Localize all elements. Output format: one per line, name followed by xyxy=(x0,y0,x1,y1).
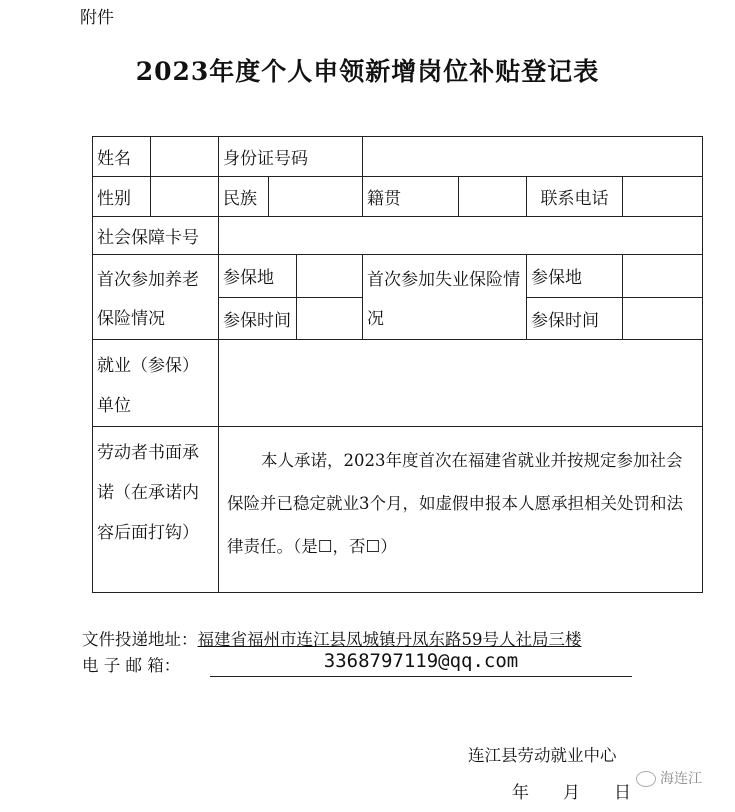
pension-time-field[interactable] xyxy=(297,297,363,340)
employer-label: 就业（参保）单位 xyxy=(93,340,219,427)
unemp-time-field[interactable] xyxy=(623,297,703,340)
name-field[interactable] xyxy=(151,137,219,177)
gender-field[interactable] xyxy=(151,177,219,217)
ethnicity-label: 民族 xyxy=(219,177,269,217)
native-label: 籍贯 xyxy=(363,177,459,217)
ssn-field[interactable] xyxy=(219,217,703,255)
unemp-place-field[interactable] xyxy=(623,255,703,298)
id-label: 身份证号码 xyxy=(219,137,363,177)
watermark-text: 海连江 xyxy=(660,771,702,787)
address-value: 福建省福州市连江县凤城镇丹凤东路59号人社局三楼 xyxy=(197,630,582,649)
native-field[interactable] xyxy=(459,177,527,217)
address-label: 文件投递地址： xyxy=(82,630,198,649)
name-label: 姓名 xyxy=(93,137,151,177)
email-label: 电 子 邮 箱： xyxy=(82,656,181,675)
attachment-label: 附件 xyxy=(80,8,114,28)
unemp-place-label: 参保地 xyxy=(527,255,623,298)
ssn-label: 社会保障卡号 xyxy=(93,217,219,255)
registration-form xyxy=(92,136,703,593)
ethnicity-field[interactable] xyxy=(269,177,363,217)
pension-place-label: 参保地 xyxy=(219,255,297,298)
email-underline xyxy=(210,676,632,677)
watermark xyxy=(636,768,702,788)
unemp-time-label: 参保时间 xyxy=(527,297,623,340)
wechat-icon xyxy=(636,771,656,787)
form-title: 2023年度个人申领新增岗位补贴登记表 xyxy=(135,57,600,86)
phone-label: 联系电话 xyxy=(527,177,623,217)
phone-field[interactable] xyxy=(623,177,703,217)
pledge-text: 本人承诺，2023年度首次在福建省就业并按规定参加社会保险并已稳定就业3个月，如虚假申报本人愿承担相关处罚和法律责任。（是☐，否☐） xyxy=(227,451,683,556)
email-value[interactable]: 3368797119@qq.com xyxy=(323,650,519,672)
pension-place-field[interactable] xyxy=(297,255,363,298)
pension-time-label: 参保时间 xyxy=(219,297,297,340)
id-field[interactable] xyxy=(363,137,703,177)
date-line: 年 月 日 xyxy=(512,783,631,803)
pension-label: 首次参加养老保险情况 xyxy=(93,255,219,340)
employer-field[interactable] xyxy=(219,340,703,427)
address-row xyxy=(82,626,582,650)
unemp-label: 首次参加失业保险情况 xyxy=(363,255,527,340)
pledge-cell[interactable] xyxy=(219,427,703,593)
gender-label: 性别 xyxy=(93,177,151,217)
pledge-label: 劳动者书面承诺（在承诺内容后面打钩） xyxy=(93,427,219,593)
organization-name: 连江县劳动就业中心 xyxy=(468,746,617,765)
